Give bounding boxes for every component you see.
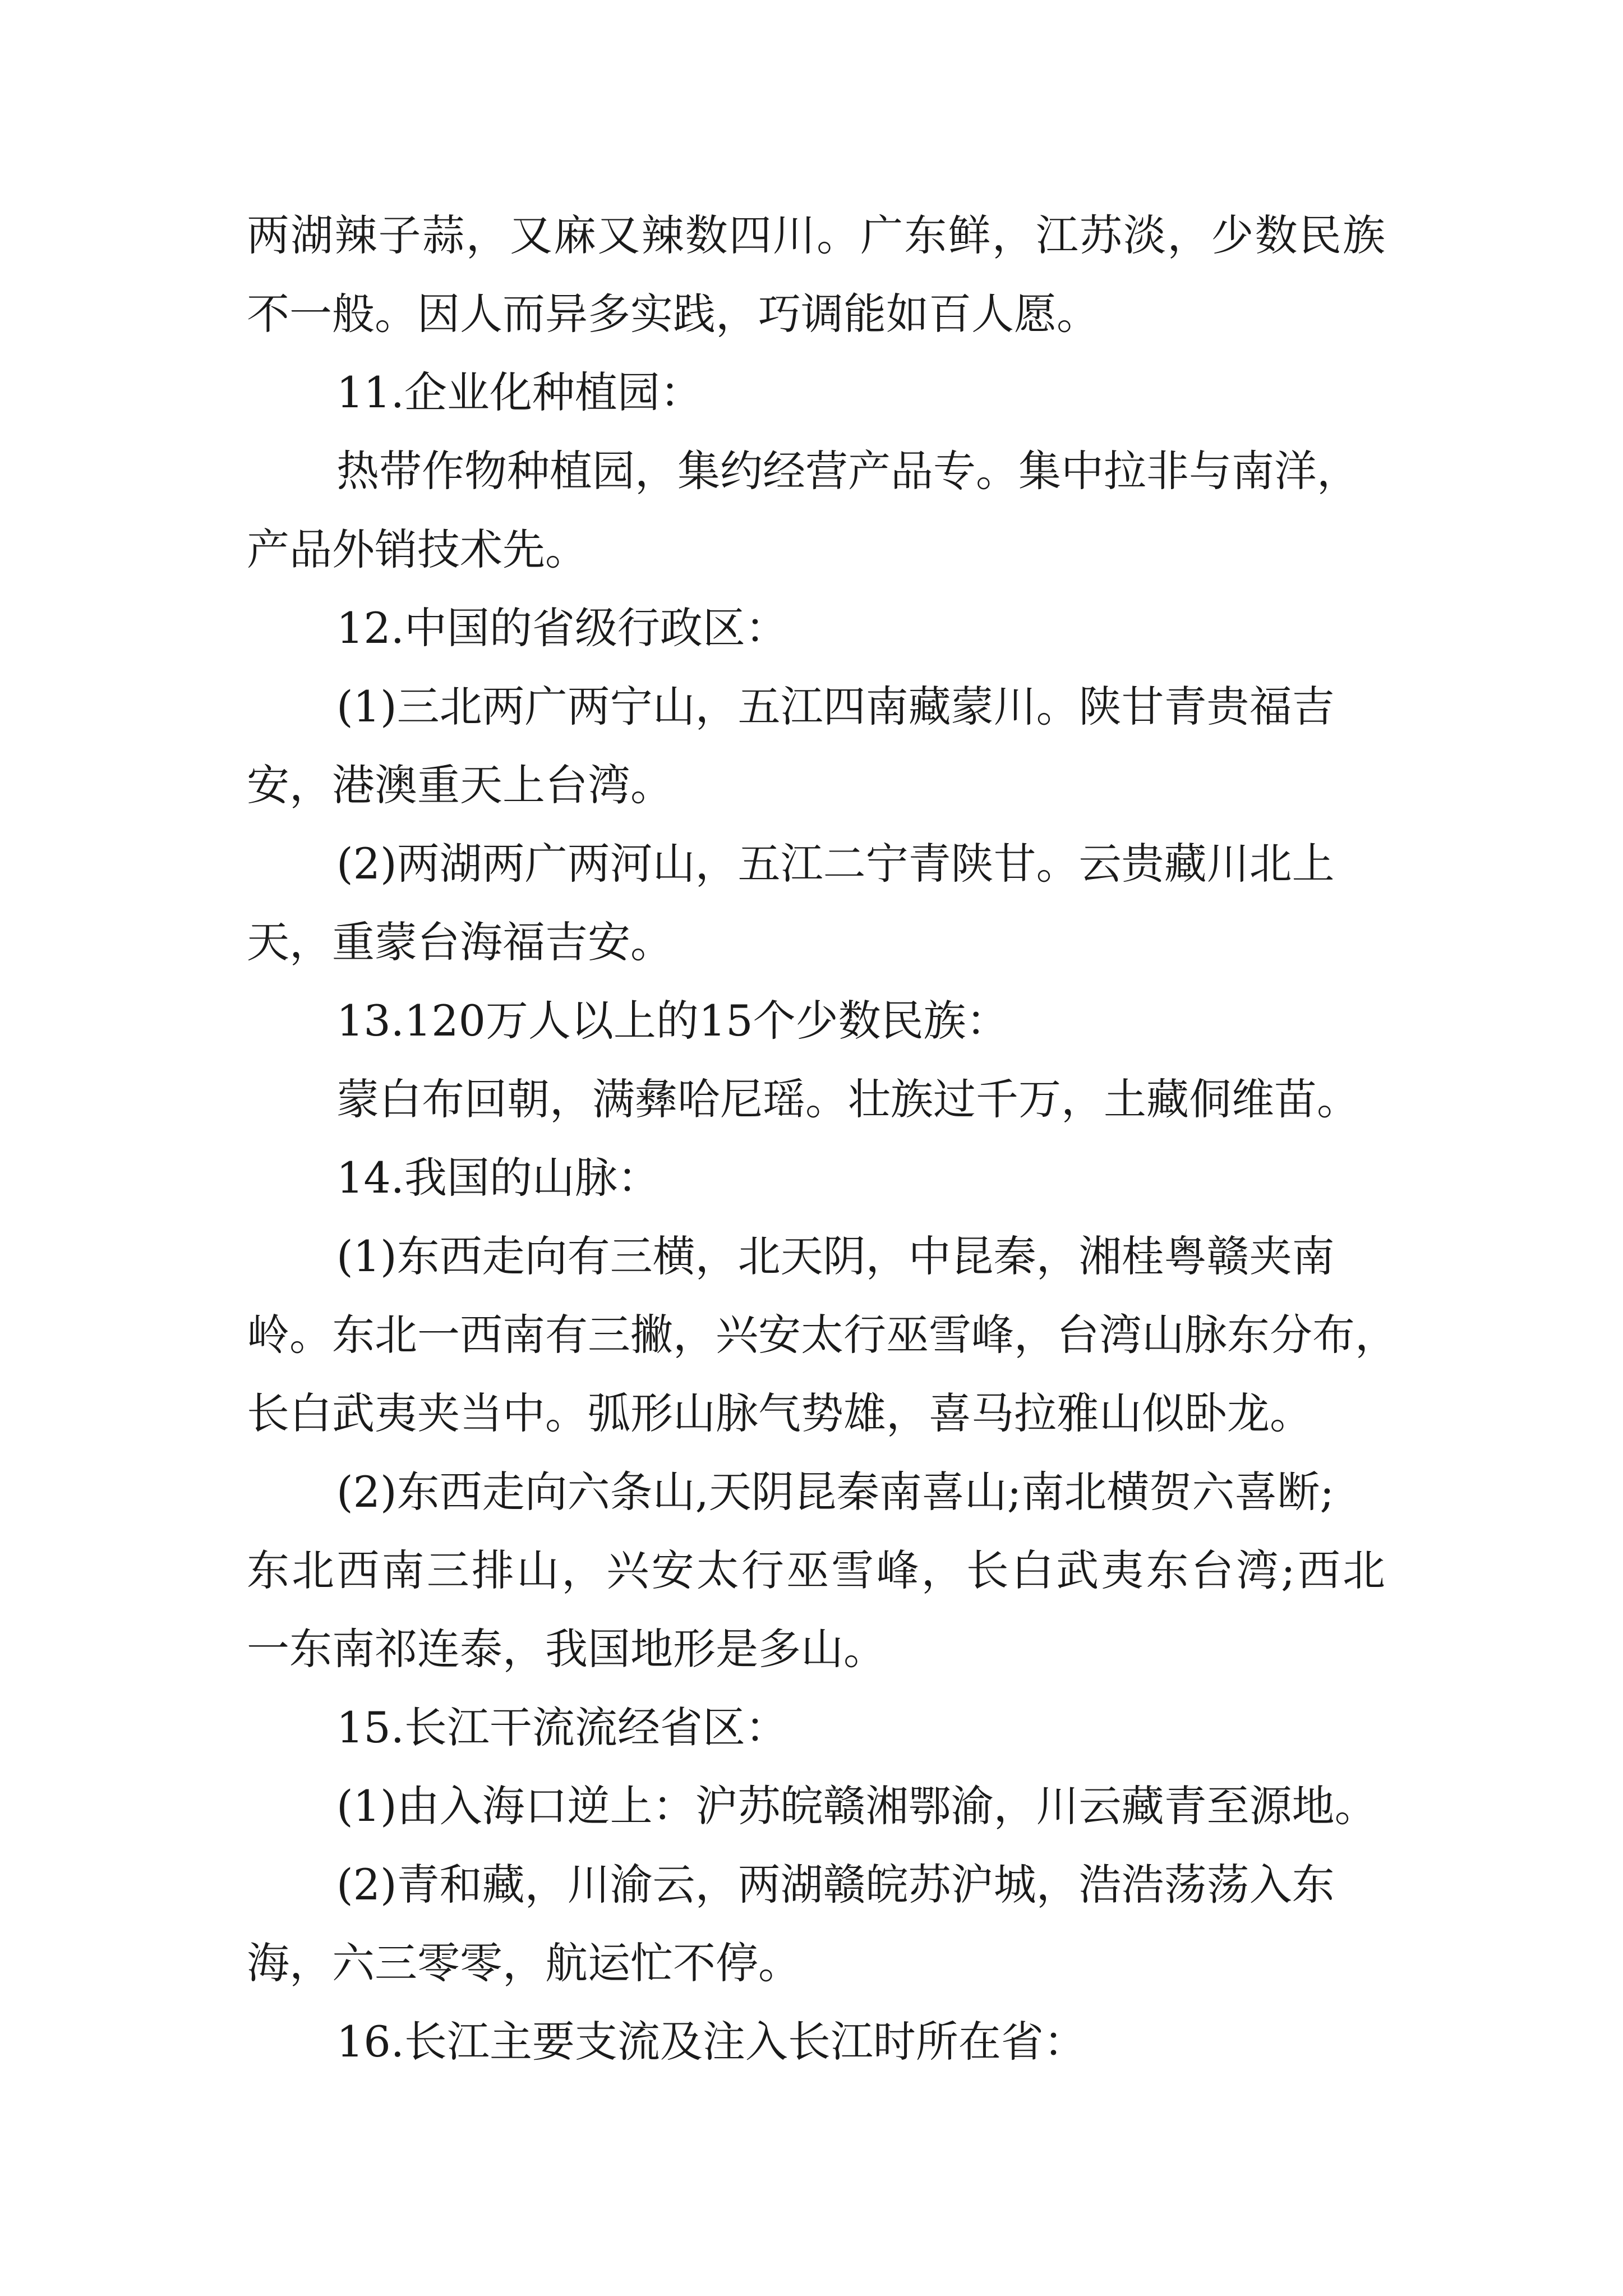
section-heading: 11.企业化种植园： xyxy=(336,367,703,417)
text-line: 东北西南三排山，兴安太行巫雪峰，长白武夷东台湾;西北 xyxy=(247,1545,1385,1595)
text-line: (2)青和藏，川渝云，两湖赣皖苏沪城，浩浩荡荡入东 xyxy=(336,1860,1335,1910)
text-line: 安，港澳重天上台湾。 xyxy=(247,760,673,810)
text-line: 不一般。因人而异多实践，巧调能如百人愿。 xyxy=(247,289,1099,339)
text-line: 蒙白布回朝，满彝哈尼瑶。壮族过千万，土藏侗维苗。 xyxy=(336,1074,1359,1124)
text-line: (2)东西走向六条山,天阴昆秦南喜山;南北横贺六喜断; xyxy=(336,1467,1335,1517)
text-line: 岭。东北一西南有三撇，兴安太行巫雪峰，台湾山脉东分布， xyxy=(247,1310,1398,1360)
section-heading: 15.长江干流流经省区： xyxy=(336,1703,788,1752)
text-line: 长白武夷夹当中。弧形山脉气势雄，喜马拉雅山似卧龙。 xyxy=(247,1388,1312,1438)
section-heading: 12.中国的省级行政区： xyxy=(336,603,788,653)
text-line: 两湖辣子蒜，又麻又辣数四川。广东鲜，江苏淡，少数民族 xyxy=(247,210,1385,260)
text-line: (1)东西走向有三横，北天阴，中昆秦，湘桂粤赣夹南 xyxy=(336,1231,1335,1281)
text-line: 热带作物种植园，集约经营产品专。集中拉非与南洋， xyxy=(336,446,1359,496)
text-line: (1)由入海口逆上：沪苏皖赣湘鄂渝，川云藏青至源地。 xyxy=(336,1781,1377,1831)
text-line: (1)三北两广两宁山，五江四南藏蒙川。陕甘青贵福吉 xyxy=(336,682,1335,731)
section-heading: 13.120万人以上的15个少数民族： xyxy=(336,996,1009,1046)
text-line: 海，六三零零，航运忙不停。 xyxy=(247,1938,801,1988)
section-heading: 14.我国的山脉： xyxy=(336,1153,660,1203)
text-line: 一东南祁连泰，我国地形是多山。 xyxy=(247,1624,886,1674)
text-line: 产品外销技术先。 xyxy=(247,524,588,574)
text-line: (2)两湖两广两河山，五江二宁青陕甘。云贵藏川北上 xyxy=(336,839,1335,889)
text-line: 天，重蒙台海福吉安。 xyxy=(247,917,673,967)
section-heading: 16.长江主要支流及注入长江时所在省： xyxy=(336,2017,1086,2067)
